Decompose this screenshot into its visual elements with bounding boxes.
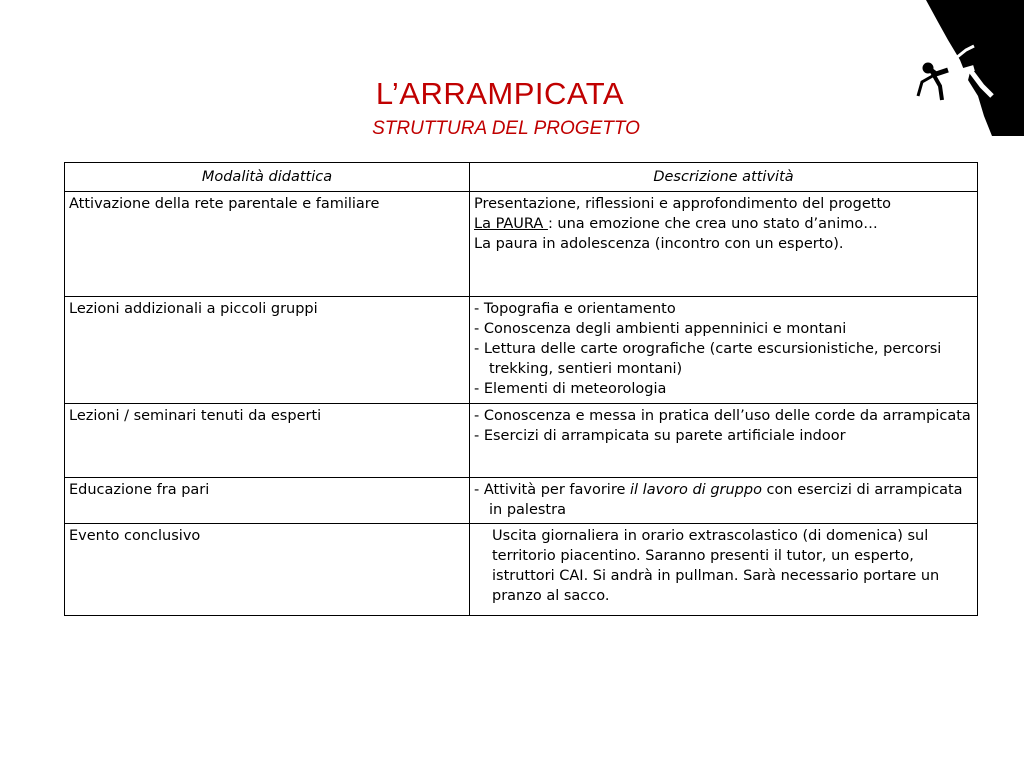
- description-line: La paura in adolescenza (incontro con un esperto).: [474, 236, 844, 252]
- table-row: [65, 404, 978, 478]
- list-item: - Conoscenza e messa in pratica dell’uso delle corde da arrampicata: [474, 406, 973, 426]
- list-item: - Esercizi di arrampicata su parete artificiale indoor: [474, 426, 973, 446]
- table-row: [65, 478, 978, 524]
- mode-cell: Educazione fra pari: [65, 478, 470, 524]
- description-list: [474, 299, 973, 399]
- description-list: [474, 406, 973, 446]
- list-item: [474, 480, 973, 520]
- mode-cell: Lezioni addizionali a piccoli gruppi: [65, 297, 470, 404]
- page-title: L’ARRAMPICATA: [375, 76, 625, 111]
- description-cell: [470, 297, 978, 404]
- underlined-text: La PAURA: [474, 216, 548, 232]
- description-list: [474, 480, 973, 520]
- mode-cell: Attivazione della rete parentale e familiare: [65, 192, 470, 297]
- description-cell: [470, 192, 978, 297]
- table-row: [65, 524, 978, 616]
- column-header-mode: Modalità didattica: [65, 163, 470, 192]
- table-header-row: [65, 163, 978, 192]
- description-cell: [470, 478, 978, 524]
- mode-cell: Evento conclusivo: [65, 524, 470, 616]
- climber-icon: [908, 0, 1024, 136]
- description-text: : una emozione che crea uno stato d’animo…: [547, 216, 878, 232]
- italic-text: il lavoro di gruppo: [630, 482, 762, 498]
- list-item-text: Attività per favorire: [483, 482, 630, 498]
- description-cell: [470, 404, 978, 478]
- table-row: [65, 192, 978, 297]
- list-item: - Lettura delle carte orografiche (carte escursionistiche, percorsi trekking, sentieri montani): [474, 339, 973, 379]
- table-row: [65, 297, 978, 404]
- list-item: - Topografia e orientamento: [474, 299, 973, 319]
- mode-cell: Lezioni / seminari tenuti da esperti: [65, 404, 470, 478]
- column-header-description: Descrizione attività: [470, 163, 978, 192]
- list-item: - Conoscenza degli ambienti appenninici e montani: [474, 319, 973, 339]
- description-text: Uscita giornaliera in orario extrascolastico (di domenica) sul territorio piacentino. Saranno presenti il tutor, un esperto, istruttori CAI. Si andrà in pullman. Sarà necessario portare un pranzo al sacco.: [492, 528, 940, 604]
- description-line: Presentazione, riflessioni e approfondimento del progetto: [474, 196, 891, 212]
- list-item: - Elementi di meteorologia: [474, 379, 973, 399]
- description-line: [474, 214, 973, 234]
- page-subtitle: STRUTTURA DEL PROGETTO: [372, 118, 640, 139]
- list-item-text: con esercizi di arrampicata in palestra: [489, 482, 963, 518]
- project-structure-table: [64, 162, 978, 616]
- description-cell: [470, 524, 978, 616]
